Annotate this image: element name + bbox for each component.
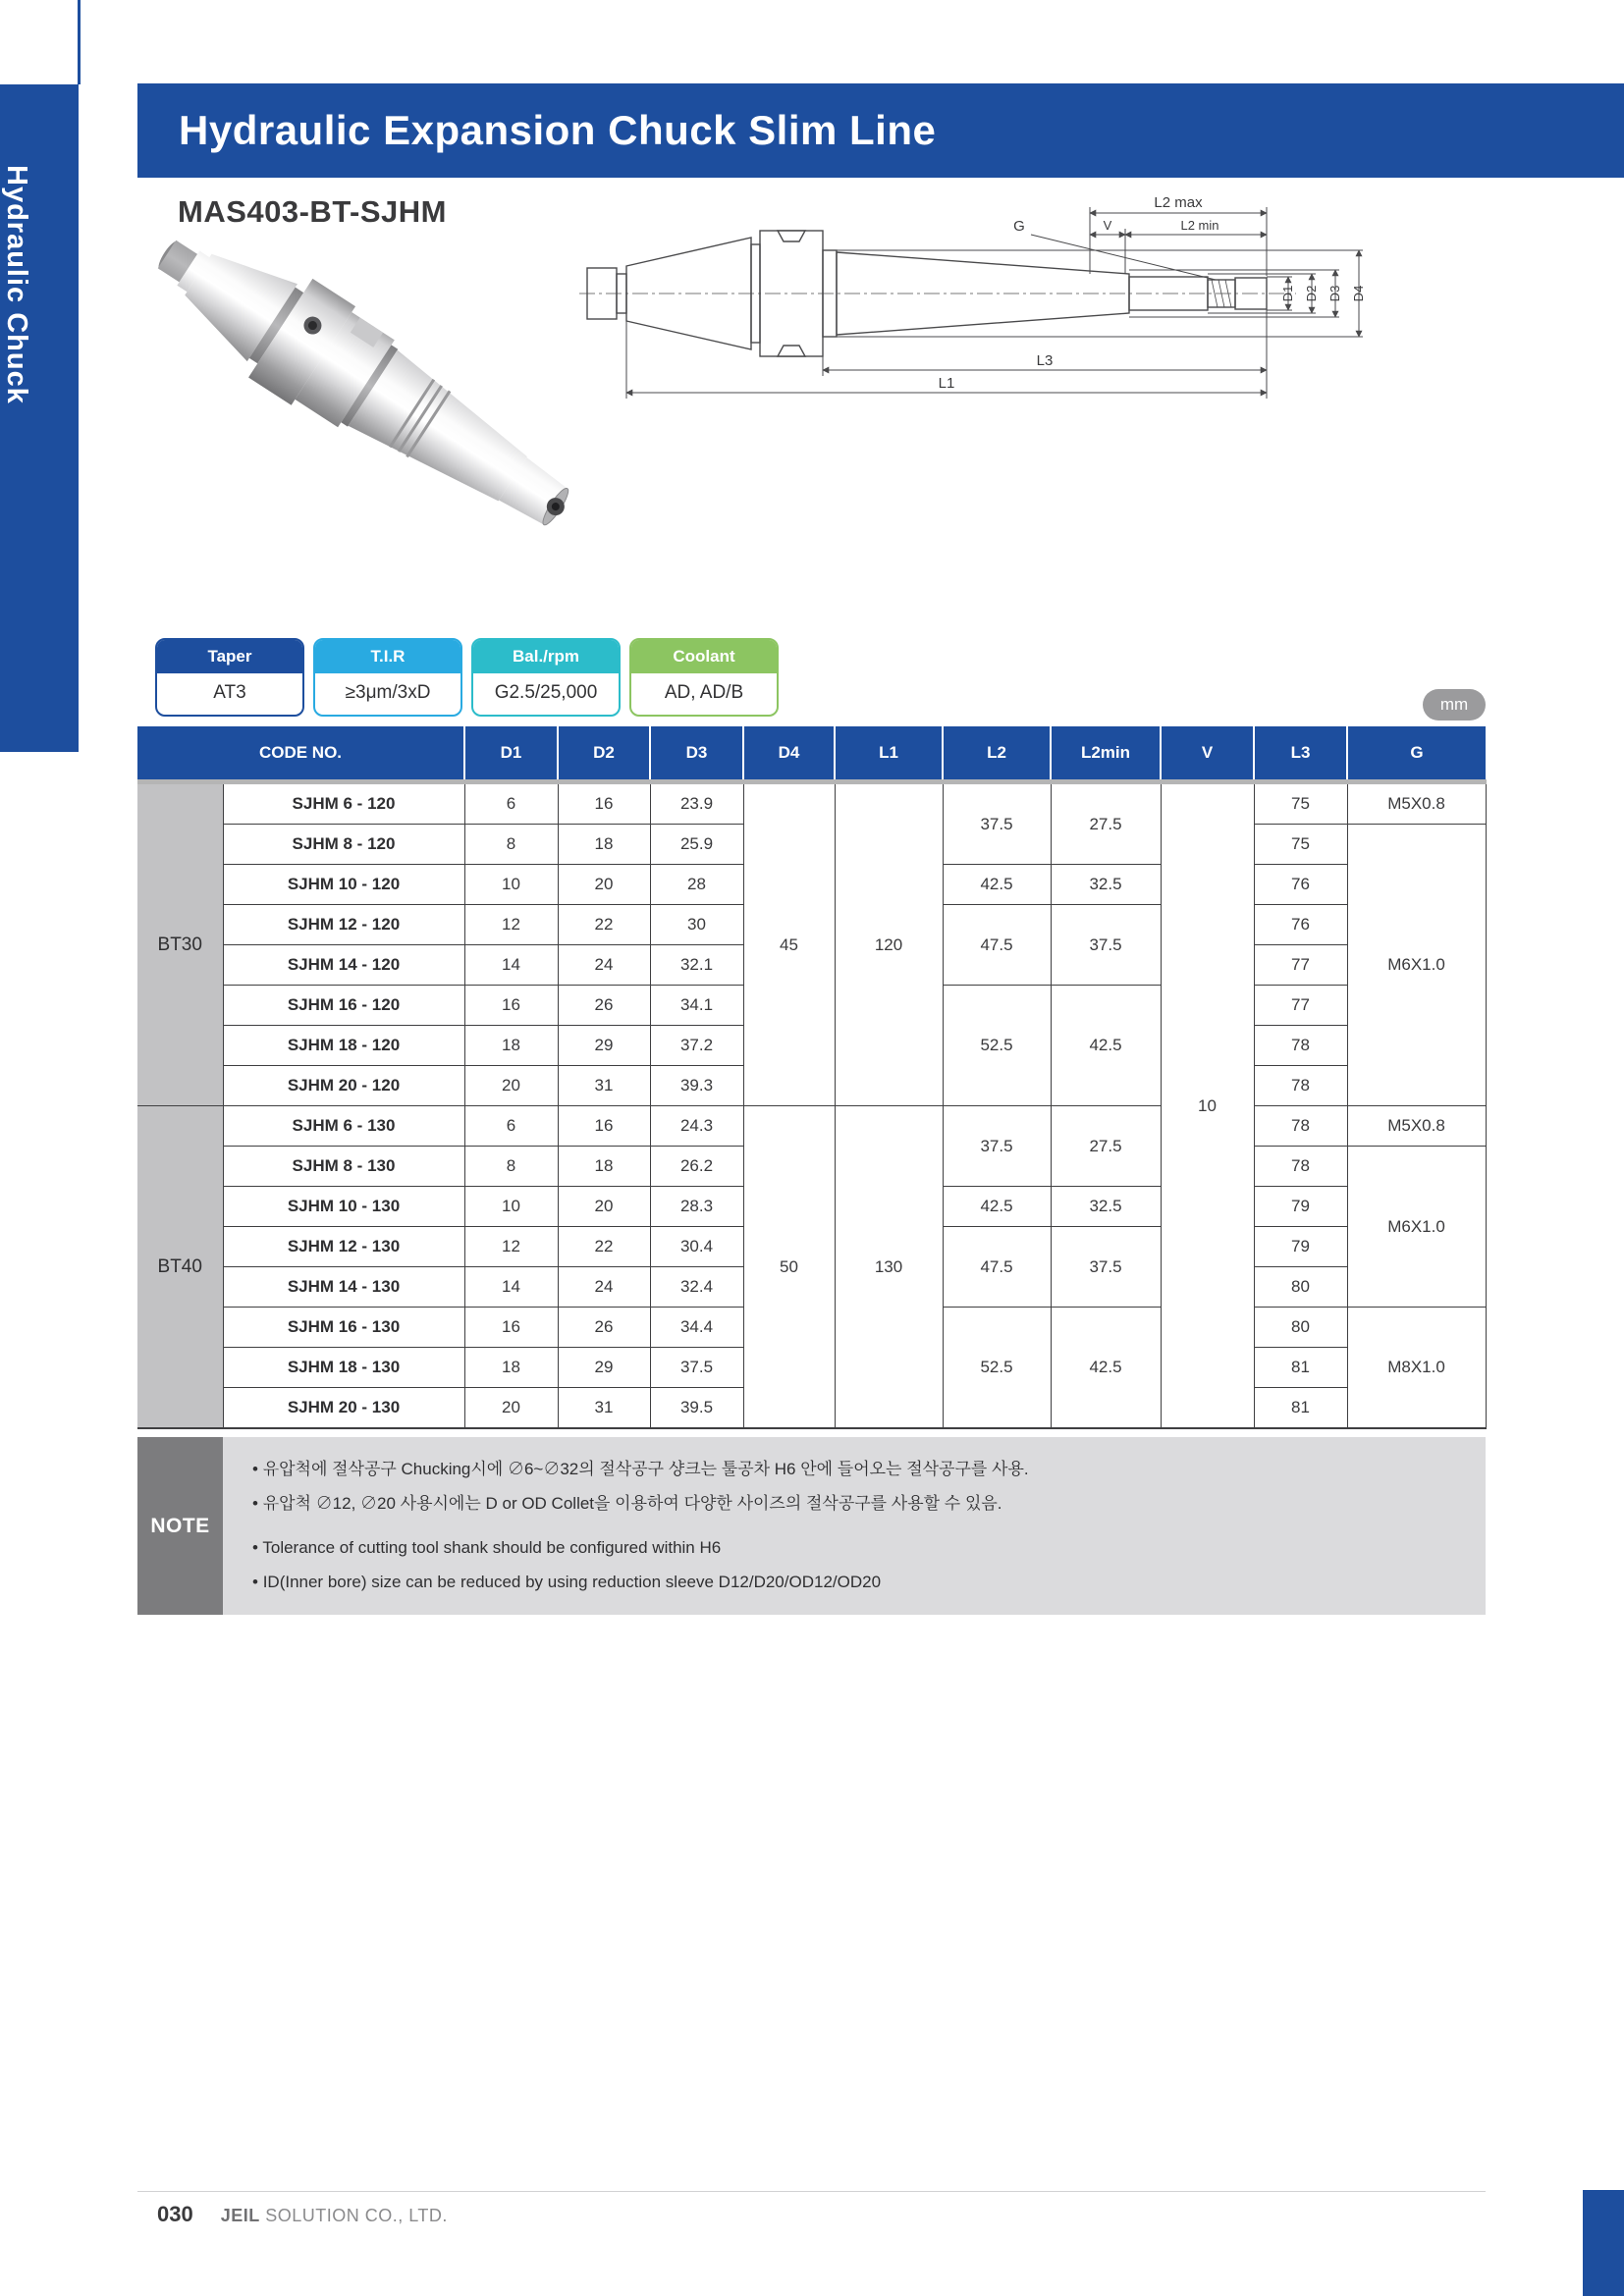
table-cell: 37.5 <box>1051 1227 1161 1308</box>
unit-badge: mm <box>1423 689 1486 721</box>
table-cell: 39.5 <box>650 1388 743 1429</box>
table-cell: SJHM 6 - 130 <box>223 1106 464 1147</box>
note-label: NOTE <box>137 1437 223 1615</box>
badge-balance <box>471 638 621 717</box>
table-cell: 32.1 <box>650 945 743 986</box>
table-header-cell: D3 <box>650 726 743 782</box>
table-cell: 22 <box>558 905 650 945</box>
table-header-cell: V <box>1161 726 1254 782</box>
table-cell: 14 <box>464 945 558 986</box>
table-cell: 16 <box>558 782 650 825</box>
table-cell: SJHM 10 - 120 <box>223 865 464 905</box>
badge-coolant-label: Coolant <box>631 640 777 673</box>
table-cell: 37.5 <box>650 1348 743 1388</box>
table-cell: 34.1 <box>650 986 743 1026</box>
table-header-cell: D1 <box>464 726 558 782</box>
table-cell: 80 <box>1254 1308 1347 1348</box>
table-cell: SJHM 16 - 130 <box>223 1308 464 1348</box>
note-body <box>223 1437 1486 1615</box>
table-cell: SJHM 20 - 130 <box>223 1388 464 1429</box>
table-cell: 42.5 <box>1051 986 1161 1106</box>
spec-table-body <box>137 782 1486 1429</box>
table-cell: 79 <box>1254 1187 1347 1227</box>
dim-label-d1: D1 <box>1280 285 1295 302</box>
table-cell: 52.5 <box>943 986 1051 1106</box>
dim-label-l2min: L2 min <box>1180 218 1219 233</box>
table-header-cell: L3 <box>1254 726 1347 782</box>
table-cell: 12 <box>464 1227 558 1267</box>
badge-balance-label: Bal./rpm <box>473 640 619 673</box>
table-header-cell: CODE NO. <box>137 726 464 782</box>
table-cell: 37.5 <box>1051 905 1161 986</box>
table-cell: M5X0.8 <box>1347 1106 1486 1147</box>
table-cell: 78 <box>1254 1106 1347 1147</box>
table-cell: 6 <box>464 782 558 825</box>
dim-label-d4: D4 <box>1351 285 1366 302</box>
table-cell: SJHM 16 - 120 <box>223 986 464 1026</box>
table-cell: 18 <box>464 1026 558 1066</box>
badge-taper <box>155 638 304 717</box>
table-cell: 20 <box>558 1187 650 1227</box>
company-name-rest: SOLUTION CO., LTD. <box>259 2206 448 2225</box>
dim-label-d3: D3 <box>1327 285 1342 302</box>
table-cell: 27.5 <box>1051 1106 1161 1187</box>
table-cell: 14 <box>464 1267 558 1308</box>
table-cell: 16 <box>464 986 558 1026</box>
table-cell: 37.2 <box>650 1026 743 1066</box>
table-cell: 75 <box>1254 825 1347 865</box>
sidebar-tab <box>0 84 79 752</box>
note-line-en-1: • Tolerance of cutting tool shank should be configured within H6 <box>252 1537 1466 1559</box>
table-cell: 23.9 <box>650 782 743 825</box>
company-name-bold: JEIL <box>220 2206 260 2225</box>
badge-taper-label: Taper <box>157 640 302 673</box>
table-cell: 16 <box>558 1106 650 1147</box>
dim-label-d2: D2 <box>1304 285 1319 302</box>
table-cell: SJHM 12 - 120 <box>223 905 464 945</box>
header-bar <box>137 83 1624 178</box>
table-cell: 20 <box>464 1066 558 1106</box>
table-cell: 22 <box>558 1227 650 1267</box>
table-cell: 77 <box>1254 986 1347 1026</box>
table-cell: 81 <box>1254 1348 1347 1388</box>
table-cell: 32.4 <box>650 1267 743 1308</box>
table-cell: 80 <box>1254 1267 1347 1308</box>
table-header-cell: L2 <box>943 726 1051 782</box>
table-cell: 47.5 <box>943 1227 1051 1308</box>
table-cell: 32.5 <box>1051 1187 1161 1227</box>
table-cell: 18 <box>558 1147 650 1187</box>
table-cell: 29 <box>558 1348 650 1388</box>
table-cell: 27.5 <box>1051 782 1161 865</box>
table-cell: M8X1.0 <box>1347 1308 1486 1429</box>
dim-label-l1: L1 <box>938 375 955 392</box>
table-cell: SJHM 8 - 130 <box>223 1147 464 1187</box>
table-cell: 26 <box>558 986 650 1026</box>
table-header-cell: G <box>1347 726 1486 782</box>
table-cell: 20 <box>464 1388 558 1429</box>
table-row <box>137 1106 1486 1147</box>
table-cell: 34.4 <box>650 1308 743 1348</box>
table-cell: 42.5 <box>1051 1308 1161 1429</box>
table-cell: 25.9 <box>650 825 743 865</box>
table-cell: 130 <box>835 1106 943 1429</box>
model-number: MAS403-BT-SJHM <box>178 194 447 229</box>
table-cell: 77 <box>1254 945 1347 986</box>
footer <box>157 2202 448 2227</box>
dim-label-l2max: L2 max <box>1154 194 1203 211</box>
spec-table-wrap <box>137 726 1486 1429</box>
table-header-cell: L2min <box>1051 726 1161 782</box>
table-cell: BT40 <box>137 1106 223 1429</box>
table-cell: M5X0.8 <box>1347 782 1486 825</box>
table-cell: 76 <box>1254 865 1347 905</box>
left-accent-line <box>78 0 81 84</box>
table-cell: 6 <box>464 1106 558 1147</box>
page-title: Hydraulic Expansion Chuck Slim Line <box>179 107 937 153</box>
table-cell: 39.3 <box>650 1066 743 1106</box>
table-cell: 20 <box>558 865 650 905</box>
table-cell: 24 <box>558 945 650 986</box>
table-cell: SJHM 6 - 120 <box>223 782 464 825</box>
sidebar-label: Hydraulic Chuck <box>1 165 32 404</box>
badge-balance-value: G2.5/25,000 <box>494 682 598 703</box>
table-cell: 10 <box>1161 782 1254 1429</box>
table-cell: 50 <box>743 1106 835 1429</box>
table-cell: 28.3 <box>650 1187 743 1227</box>
table-cell: 81 <box>1254 1388 1347 1429</box>
table-cell: 8 <box>464 825 558 865</box>
badge-tir <box>313 638 462 717</box>
table-cell: 37.5 <box>943 1106 1051 1187</box>
dim-label-l3: L3 <box>1036 352 1054 369</box>
table-cell: 18 <box>558 825 650 865</box>
spec-badges <box>155 638 779 717</box>
table-cell: 12 <box>464 905 558 945</box>
table-cell: SJHM 18 - 130 <box>223 1348 464 1388</box>
table-cell: SJHM 18 - 120 <box>223 1026 464 1066</box>
table-cell: 42.5 <box>943 865 1051 905</box>
table-header-cell: L1 <box>835 726 943 782</box>
table-cell: 42.5 <box>943 1187 1051 1227</box>
table-header-cell: D2 <box>558 726 650 782</box>
technical-diagram <box>579 191 1492 402</box>
table-cell: SJHM 8 - 120 <box>223 825 464 865</box>
table-row <box>137 782 1486 825</box>
table-cell: 31 <box>558 1066 650 1106</box>
table-cell: 30.4 <box>650 1227 743 1267</box>
table-cell: 32.5 <box>1051 865 1161 905</box>
table-cell: 16 <box>464 1308 558 1348</box>
page-number: 030 <box>157 2202 193 2226</box>
badge-coolant <box>629 638 779 717</box>
dim-label-g: G <box>1013 218 1025 235</box>
table-cell: 24.3 <box>650 1106 743 1147</box>
table-cell: 78 <box>1254 1026 1347 1066</box>
badge-tir-label: T.I.R <box>315 640 460 673</box>
badge-tir-value: ≥3μm/3xD <box>345 682 431 703</box>
spec-table <box>137 726 1487 1429</box>
note-line-kr-1: • 유압척에 절삭공구 Chucking시에 ∅6~∅32의 절삭공구 샹크는 툴공차 H6 안에 들어오는 절삭공구를 사용. <box>252 1459 1466 1480</box>
note-section <box>137 1437 1486 1615</box>
table-cell: 24 <box>558 1267 650 1308</box>
table-cell: 37.5 <box>943 782 1051 865</box>
badge-coolant-value: AD, AD/B <box>664 682 744 703</box>
footer-rule <box>137 2191 1486 2192</box>
table-cell: 78 <box>1254 1147 1347 1187</box>
table-cell: SJHM 14 - 120 <box>223 945 464 986</box>
table-cell: M6X1.0 <box>1347 825 1486 1106</box>
table-cell: 28 <box>650 865 743 905</box>
table-cell: SJHM 12 - 130 <box>223 1227 464 1267</box>
product-photo <box>137 182 569 633</box>
table-header-cell: D4 <box>743 726 835 782</box>
note-line-kr-2: • 유압척 ∅12, ∅20 사용시에는 D or OD Collet을 이용하여 다양한 사이즈의 절삭공구를 사용할 수 있음. <box>252 1493 1466 1515</box>
table-cell: 18 <box>464 1348 558 1388</box>
dim-label-v: V <box>1103 218 1112 233</box>
table-cell: SJHM 20 - 120 <box>223 1066 464 1106</box>
table-cell: BT30 <box>137 782 223 1106</box>
table-cell: 79 <box>1254 1227 1347 1267</box>
table-cell: 29 <box>558 1026 650 1066</box>
table-cell: 10 <box>464 865 558 905</box>
table-cell: 26.2 <box>650 1147 743 1187</box>
table-cell: 47.5 <box>943 905 1051 986</box>
table-cell: 120 <box>835 782 943 1106</box>
table-cell: SJHM 10 - 130 <box>223 1187 464 1227</box>
spec-table-head <box>137 726 1486 782</box>
badge-taper-value: AT3 <box>213 682 246 703</box>
table-cell: SJHM 14 - 130 <box>223 1267 464 1308</box>
table-cell: 78 <box>1254 1066 1347 1106</box>
table-cell: 75 <box>1254 782 1347 825</box>
note-line-en-2: • ID(Inner bore) size can be reduced by using reduction sleeve D12/D20/OD12/OD20 <box>252 1572 1466 1593</box>
corner-accent <box>1583 2190 1624 2296</box>
table-cell: 30 <box>650 905 743 945</box>
table-cell: 10 <box>464 1187 558 1227</box>
table-cell: 76 <box>1254 905 1347 945</box>
table-cell: 8 <box>464 1147 558 1187</box>
company-name <box>221 2206 448 2226</box>
table-cell: 45 <box>743 782 835 1106</box>
table-cell: 26 <box>558 1308 650 1348</box>
table-cell: 52.5 <box>943 1308 1051 1429</box>
table-cell: 31 <box>558 1388 650 1429</box>
table-cell: M6X1.0 <box>1347 1147 1486 1308</box>
